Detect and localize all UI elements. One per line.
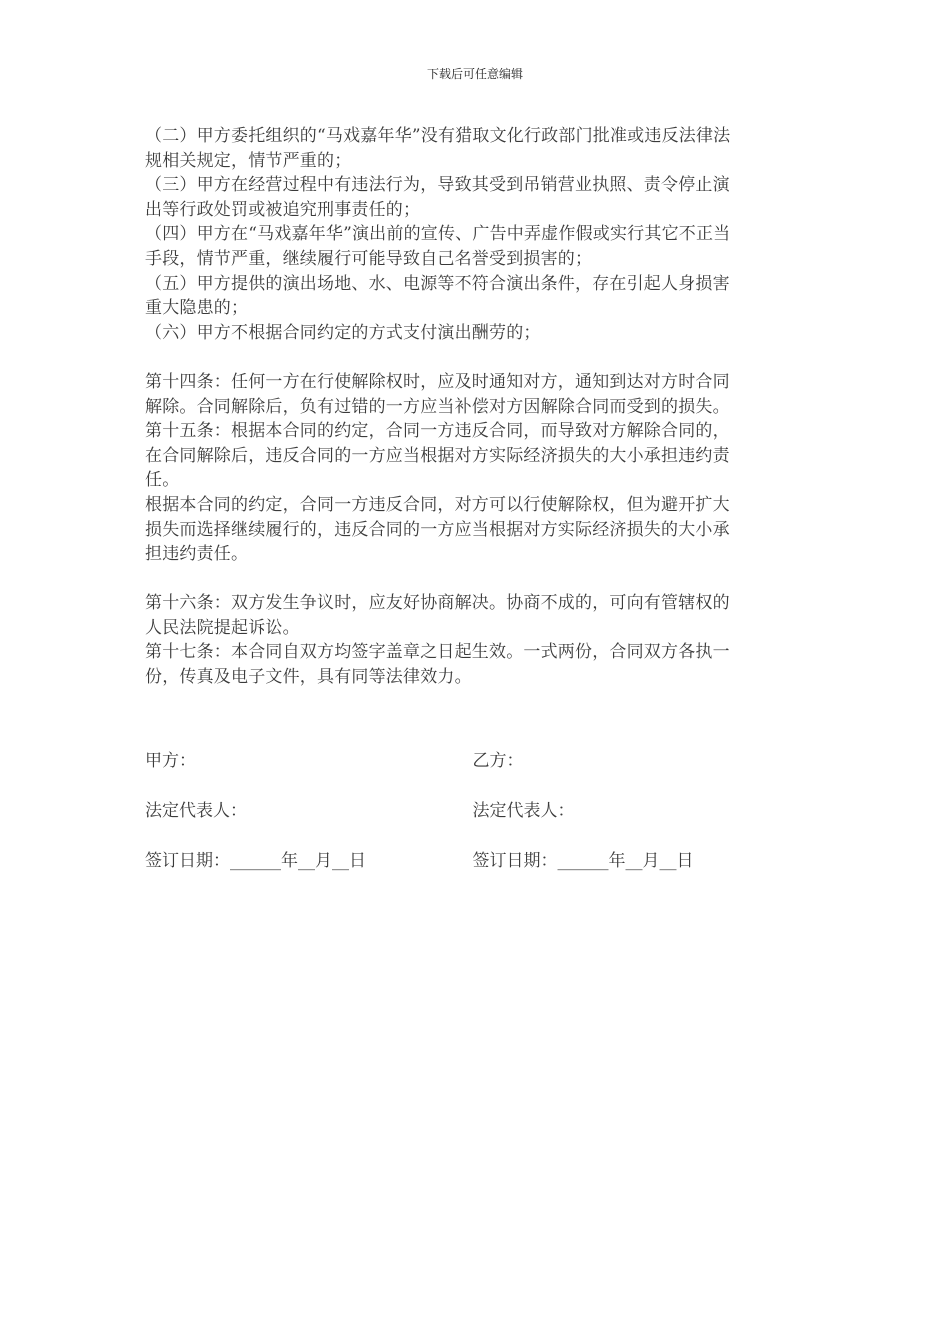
party-b-label: 乙方： (472, 751, 524, 771)
text-line: 规相关规定，情节严重的； (145, 150, 352, 171)
text-line: 第十四条：任何一方在行使解除权时，应及时通知对方，通知到达对方时合同 (145, 371, 730, 392)
signature-date-row (145, 848, 800, 898)
text-line: 手段，情节严重，继续履行可能导致自己名誉受到损害的； (145, 248, 593, 269)
page-header: 下载后可任意编辑 (426, 67, 523, 81)
text-line: （六）甲方不根据合同约定的方式支付演出酬劳的； (145, 322, 541, 343)
text-line: 第十七条：本合同自双方均签字盖章之日起生效。一式两份，合同双方各执一 (145, 642, 730, 663)
text-line: 在合同解除后，违反合同的一方应当根据对方实际经济损失的大小承担违约责 (145, 445, 730, 466)
signature-party-row (145, 748, 800, 798)
text-line: 人民法院提起诉讼。 (145, 617, 300, 638)
text-line: 份，传真及电子文件，具有同等法律效力。 (145, 667, 472, 688)
party-b-rep-label: 法定代表人： (472, 801, 575, 821)
text-line: （四）甲方在“马戏嘉年华”演出前的宣传、广告中弄虚作假或实行其它不正当 (145, 224, 731, 245)
text-line: 担违约责任。 (145, 544, 249, 565)
signature-block (145, 748, 800, 898)
text-line: （三）甲方在经营过程中有违法行为，导致其受到吊销营业执照、责令停止演 (145, 175, 730, 196)
signature-rep-row (145, 798, 800, 848)
party-a-label: 甲方： (145, 751, 196, 771)
text-line: 出等行政处罚或被追究刑事责任的； (145, 199, 421, 220)
text-line: （二）甲方委托组织的“马戏嘉年华”没有猎取文化行政部门批准或违反法律法 (145, 126, 731, 146)
blank-line (145, 345, 800, 370)
contract-body (145, 124, 800, 690)
text-line: 任。 (145, 470, 180, 491)
text-line: 第十五条：根据本合同的约定，合同一方违反合同，而导致对方解除合同的， (145, 421, 730, 442)
blank-line (145, 567, 800, 592)
party-a-rep-label: 法定代表人： (145, 801, 247, 821)
party-a-date-label: 签订日期：______年__月__日 (145, 851, 366, 871)
text-line: 根据本合同的约定，合同一方违反合同，对方可以行使解除权，但为避开扩大 (145, 494, 730, 515)
text-line: （五）甲方提供的演出场地、水、电源等不符合演出条件，存在引起人身损害 (145, 273, 730, 294)
text-line: 重大隐患的； (145, 298, 249, 319)
text-line: 解除。合同解除后，负有过错的一方应当补偿对方因解除合同而受到的损失。 (145, 396, 730, 417)
party-b-date-label: 签订日期：______年__月__日 (472, 851, 694, 871)
text-line: 第十六条：双方发生争议时，应友好协商解决。协商不成的，可向有管辖权的 (145, 593, 730, 614)
text-line: 损失而选择继续履行的，违反合同的一方应当根据对方实际经济损失的大小承 (145, 519, 730, 540)
